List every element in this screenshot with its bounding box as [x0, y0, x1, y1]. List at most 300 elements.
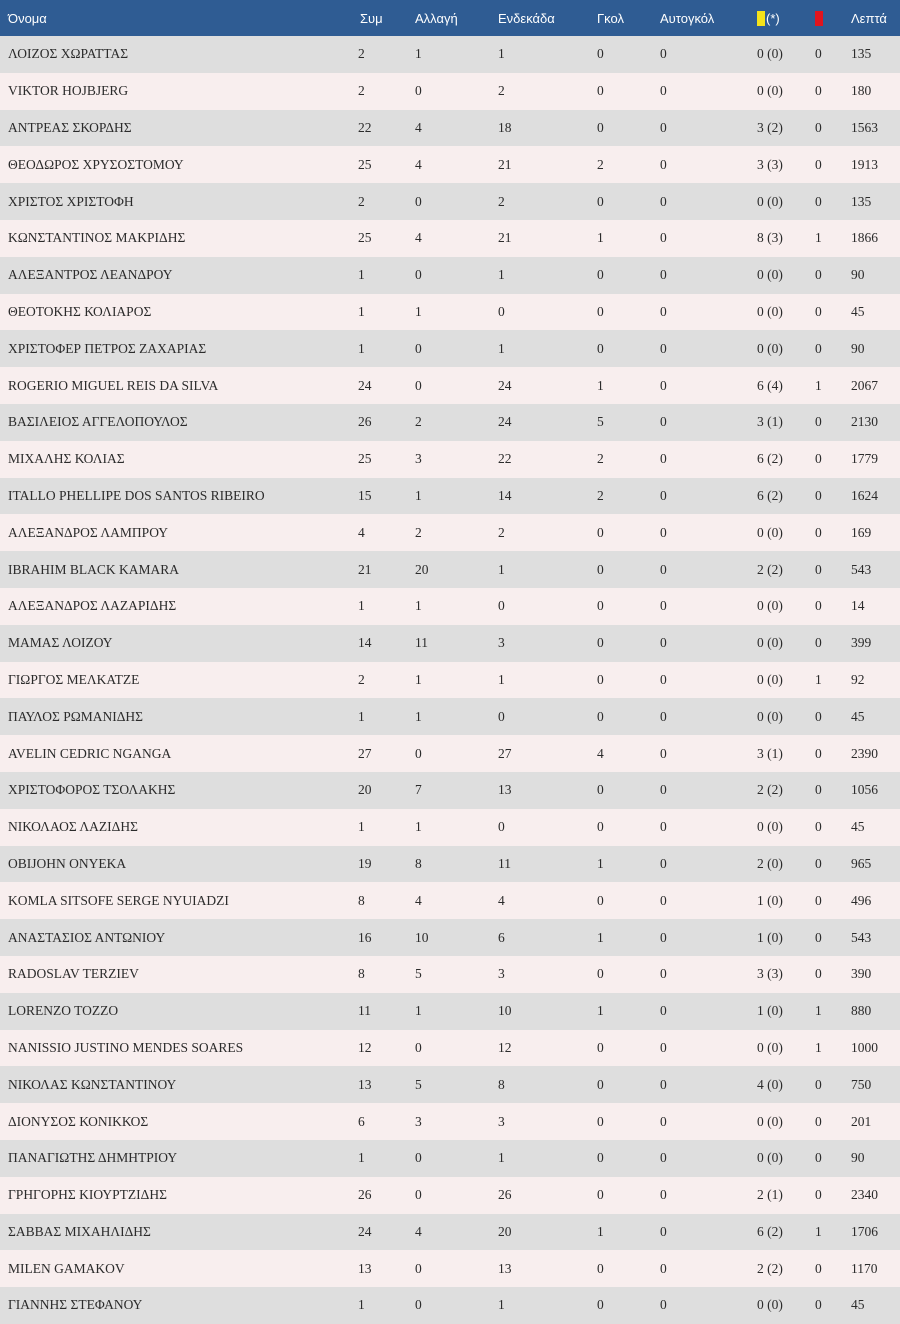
red-cards-cell: 1	[815, 377, 822, 393]
minutes-cell: 2340	[851, 1187, 878, 1203]
header-own-goals[interactable]: Αυτογκόλ	[660, 10, 715, 26]
player-name[interactable]: AVELIN CEDRIC NGANGA	[8, 745, 172, 761]
minutes-cell: 390	[851, 966, 872, 982]
starts-cell: 1	[498, 1297, 505, 1313]
sub-cell: 1	[415, 598, 422, 614]
table-row	[0, 1103, 900, 1140]
minutes-cell: 90	[851, 1150, 865, 1166]
sub-cell: 1	[415, 487, 422, 503]
table-row	[0, 919, 900, 956]
player-name[interactable]: IBRAHIM BLACK KAMARA	[8, 561, 180, 577]
yellow-cards-cell: 2 (0)	[757, 855, 783, 871]
goals-cell: 0	[597, 119, 604, 135]
minutes-cell: 90	[851, 340, 865, 356]
table-row	[0, 257, 900, 294]
table-row	[0, 588, 900, 625]
starts-cell: 21	[498, 230, 512, 246]
minutes-cell: 90	[851, 267, 865, 283]
goals-cell: 1	[597, 377, 604, 393]
starts-cell: 1	[498, 340, 505, 356]
starts-cell: 21	[498, 156, 512, 172]
header-starts[interactable]: Ενδεκάδα	[498, 10, 555, 26]
yellow-cards-cell: 0 (0)	[757, 524, 783, 540]
sub-cell: 5	[415, 966, 422, 982]
yellow-cards-cell: 8 (3)	[757, 230, 783, 246]
starts-cell: 18	[498, 119, 512, 135]
starts-cell: 0	[498, 303, 505, 319]
player-name[interactable]: ΠΑΝΑΓΙΩΤΗΣ ΔΗΜΗΤΡΙΟΥ	[8, 1150, 178, 1166]
table-row	[0, 846, 900, 883]
header-yellow-cards[interactable]	[757, 0, 815, 36]
yellow-cards-cell: 0 (0)	[757, 83, 783, 99]
goals-cell: 0	[597, 1150, 604, 1166]
player-name[interactable]: ΠΑΥΛΟΣ ΡΩΜΑΝΙΔΗΣ	[8, 708, 144, 724]
own-goals-cell: 0	[660, 524, 667, 540]
appearances-cell: 1	[358, 598, 365, 614]
player-name[interactable]: ΓΙΩΡΓΟΣ ΜΕΛΚΑΤΖΕ	[8, 671, 140, 687]
player-name[interactable]: ITALLO PHELLIPE DOS SANTOS RIBEIRO	[8, 487, 265, 503]
player-name[interactable]: OBIJOHN ΟΝΥΕΚΑ	[8, 855, 127, 871]
sub-cell: 1	[415, 708, 422, 724]
goals-cell: 0	[597, 561, 604, 577]
minutes-cell: 14	[851, 598, 865, 614]
own-goals-cell: 0	[660, 929, 667, 945]
sub-cell: 2	[415, 414, 422, 430]
player-name[interactable]: ΑΛΕΞΑΝΤΡΟΣ ΛΕΑΝΔΡΟΥ	[8, 267, 173, 283]
minutes-cell: 1866	[851, 230, 878, 246]
sub-cell: 3	[415, 1113, 422, 1129]
red-cards-cell: 0	[815, 119, 822, 135]
goals-cell: 2	[597, 487, 604, 503]
table-row	[0, 882, 900, 919]
player-name[interactable]: ΛΟΙΖΟΣ ΧΩΡΑΤΤΑΣ	[8, 46, 129, 62]
appearances-cell: 1	[358, 267, 365, 283]
own-goals-cell: 0	[660, 892, 667, 908]
red-cards-cell: 0	[815, 303, 822, 319]
goals-cell: 0	[597, 782, 604, 798]
red-cards-cell: 0	[815, 635, 822, 651]
table-row	[0, 809, 900, 846]
minutes-cell: 543	[851, 929, 872, 945]
yellow-cards-cell: 6 (2)	[757, 1223, 783, 1239]
own-goals-cell: 0	[660, 966, 667, 982]
player-name[interactable]: ΜΑΜΑΣ ΛΟΙΖΟΥ	[8, 635, 113, 651]
starts-cell: 24	[498, 414, 512, 430]
starts-cell: 13	[498, 1260, 512, 1276]
player-name[interactable]: ΧΡΙΣΤΟΦΟΡΟΣ ΤΣΟΛΑΚΗΣ	[8, 782, 176, 798]
sub-cell: 0	[415, 83, 422, 99]
red-cards-cell: 0	[815, 745, 822, 761]
player-name[interactable]: ΑΝΤΡΕΑΣ ΣΚΟΡΔΗΣ	[8, 119, 132, 135]
red-cards-cell: 1	[815, 1003, 822, 1019]
appearances-cell: 1	[358, 1150, 365, 1166]
appearances-cell: 14	[358, 635, 372, 651]
red-cards-cell: 0	[815, 892, 822, 908]
goals-cell: 0	[597, 1113, 604, 1129]
appearances-cell: 16	[358, 929, 372, 945]
sub-cell: 0	[415, 1039, 422, 1055]
appearances-cell: 20	[358, 782, 372, 798]
goals-cell: 1	[597, 855, 604, 871]
red-cards-cell: 0	[815, 855, 822, 871]
yellow-cards-cell: 1 (0)	[757, 892, 783, 908]
appearances-cell: 1	[358, 1297, 365, 1313]
table-row	[0, 551, 900, 588]
header-sub[interactable]: Αλλαγή	[415, 10, 458, 26]
player-name[interactable]: ΑΝΑΣΤΑΣΙΟΣ ΑΝΤΩΝΙΟΥ	[8, 929, 166, 945]
own-goals-cell: 0	[660, 46, 667, 62]
sub-cell: 2	[415, 524, 422, 540]
starts-cell: 26	[498, 1187, 512, 1203]
player-name[interactable]: RADOSLAV TERZIEV	[8, 966, 139, 982]
starts-cell: 1	[498, 46, 505, 62]
table-row	[0, 183, 900, 220]
own-goals-cell: 0	[660, 1260, 667, 1276]
header-name[interactable]: Όνομα	[8, 10, 47, 26]
goals-cell: 0	[597, 340, 604, 356]
appearances-cell: 8	[358, 966, 365, 982]
player-name[interactable]: ΔΙΟΝΥΣΟΣ ΚΟΝΙΚΚΟΣ	[8, 1113, 149, 1129]
appearances-cell: 2	[358, 671, 365, 687]
own-goals-cell: 0	[660, 1223, 667, 1239]
red-cards-cell: 0	[815, 193, 822, 209]
own-goals-cell: 0	[660, 414, 667, 430]
yellow-cards-cell: 0 (0)	[757, 1113, 783, 1129]
player-name[interactable]: ΒΑΣΙΛΕΙΟΣ ΑΓΓΕΛΟΠΟΥΛΟΣ	[8, 414, 188, 430]
goals-cell: 0	[597, 1076, 604, 1092]
starts-cell: 6	[498, 929, 505, 945]
minutes-cell: 496	[851, 892, 872, 908]
yellow-cards-cell: 0 (0)	[757, 267, 783, 283]
starts-cell: 3	[498, 966, 505, 982]
yellow-cards-cell: 0 (0)	[757, 598, 783, 614]
yellow-cards-cell: 3 (3)	[757, 966, 783, 982]
player-name[interactable]: ΜΙΧΑΛΗΣ ΚΟΛΙΑΣ	[8, 451, 125, 467]
appearances-cell: 25	[358, 230, 372, 246]
yellow-cards-cell: 0 (0)	[757, 708, 783, 724]
red-cards-cell: 0	[815, 1187, 822, 1203]
appearances-cell: 1	[358, 819, 365, 835]
sub-cell: 1	[415, 303, 422, 319]
minutes-cell: 1563	[851, 119, 878, 135]
appearances-cell: 2	[358, 193, 365, 209]
starts-cell: 24	[498, 377, 512, 393]
player-name[interactable]: ΧΡΙΣΤΟΦΕΡ ΠΕΤΡΟΣ ΖΑΧΑΡΙΑΣ	[8, 340, 207, 356]
goals-cell: 0	[597, 303, 604, 319]
red-cards-cell: 1	[815, 230, 822, 246]
table-row	[0, 1214, 900, 1251]
yellow-cards-cell: 0 (0)	[757, 193, 783, 209]
table-row	[0, 625, 900, 662]
own-goals-cell: 0	[660, 782, 667, 798]
goals-cell: 4	[597, 745, 604, 761]
own-goals-cell: 0	[660, 340, 667, 356]
appearances-cell: 24	[358, 1223, 372, 1239]
yellow-cards-cell: 3 (3)	[757, 156, 783, 172]
goals-cell: 0	[597, 892, 604, 908]
yellow-cards-cell: 0 (0)	[757, 819, 783, 835]
sub-cell: 4	[415, 119, 422, 135]
minutes-cell: 965	[851, 855, 872, 871]
player-name[interactable]: NANISSIO JUSTINO MENDES SOARES	[8, 1039, 244, 1055]
header-appearances[interactable]: Συμ	[360, 10, 383, 26]
sub-cell: 1	[415, 1003, 422, 1019]
yellow-cards-cell: 2 (2)	[757, 1260, 783, 1276]
table-body	[0, 36, 900, 1324]
header-red-cards[interactable]	[815, 0, 851, 36]
own-goals-cell: 0	[660, 487, 667, 503]
player-name[interactable]: ΚΩΝΣΤΑΝΤΙΝΟΣ ΜΑΚΡΙΔΗΣ	[8, 230, 186, 246]
minutes-cell: 45	[851, 1297, 865, 1313]
red-cards-cell: 0	[815, 524, 822, 540]
sub-cell: 0	[415, 1150, 422, 1166]
red-cards-cell: 0	[815, 414, 822, 430]
minutes-cell: 1170	[851, 1260, 878, 1276]
own-goals-cell: 0	[660, 193, 667, 209]
minutes-cell: 2390	[851, 745, 878, 761]
yellow-cards-cell: 0 (0)	[757, 635, 783, 651]
goals-cell: 1	[597, 929, 604, 945]
red-cards-cell: 1	[815, 671, 822, 687]
minutes-cell: 45	[851, 303, 865, 319]
table-row	[0, 146, 900, 183]
player-name[interactable]: ROGERIO MIGUEL REIS DA SILVA	[8, 377, 219, 393]
sub-cell: 4	[415, 1223, 422, 1239]
red-cards-cell: 0	[815, 819, 822, 835]
appearances-cell: 2	[358, 83, 365, 99]
yellow-cards-cell: 0 (0)	[757, 1150, 783, 1166]
minutes-cell: 750	[851, 1076, 872, 1092]
player-name[interactable]: ΑΛΕΞΑΝΔΡΟΣ ΛΑΜΠΡΟΥ	[8, 524, 169, 540]
own-goals-cell: 0	[660, 267, 667, 283]
sub-cell: 4	[415, 156, 422, 172]
red-cards-cell: 0	[815, 929, 822, 945]
appearances-cell: 1	[358, 708, 365, 724]
sub-cell: 7	[415, 782, 422, 798]
starts-cell: 8	[498, 1076, 505, 1092]
red-cards-cell: 0	[815, 1150, 822, 1166]
goals-cell: 0	[597, 524, 604, 540]
appearances-cell: 6	[358, 1113, 365, 1129]
sub-cell: 0	[415, 340, 422, 356]
sub-cell: 20	[415, 561, 429, 577]
minutes-cell: 135	[851, 193, 872, 209]
own-goals-cell: 0	[660, 119, 667, 135]
starts-cell: 2	[498, 83, 505, 99]
goals-cell: 0	[597, 1260, 604, 1276]
red-cards-cell: 0	[815, 1076, 822, 1092]
sub-cell: 4	[415, 230, 422, 246]
starts-cell: 3	[498, 1113, 505, 1129]
player-name[interactable]: ΓΡΗΓΟΡΗΣ ΚΙΟΥΡΤΖΙΔΗΣ	[8, 1187, 167, 1203]
starts-cell: 2	[498, 193, 505, 209]
appearances-cell: 13	[358, 1260, 372, 1276]
table-row	[0, 1066, 900, 1103]
starts-cell: 3	[498, 635, 505, 651]
appearances-cell: 27	[358, 745, 372, 761]
own-goals-cell: 0	[660, 671, 667, 687]
appearances-cell: 12	[358, 1039, 372, 1055]
player-name[interactable]: KOMLA SITSOFE SERGE NYUIADZI	[8, 892, 229, 908]
goals-cell: 1	[597, 1223, 604, 1239]
appearances-cell: 2	[358, 46, 365, 62]
player-name[interactable]: LORENZO TOZZO	[8, 1003, 119, 1019]
sub-cell: 11	[415, 635, 428, 651]
player-name[interactable]: ΓΙΑΝΝΗΣ ΣΤΕΦΑΝΟΥ	[8, 1297, 143, 1313]
sub-cell: 1	[415, 671, 422, 687]
minutes-cell: 45	[851, 819, 865, 835]
red-cards-cell: 0	[815, 1297, 822, 1313]
player-name[interactable]: VIKTOR HOJBJERG	[8, 83, 129, 99]
own-goals-cell: 0	[660, 1297, 667, 1313]
red-cards-cell: 0	[815, 83, 822, 99]
red-cards-cell: 1	[815, 1223, 822, 1239]
appearances-cell: 19	[358, 855, 372, 871]
table-row	[0, 478, 900, 515]
appearances-cell: 11	[358, 1003, 371, 1019]
appearances-cell: 24	[358, 377, 372, 393]
own-goals-cell: 0	[660, 451, 667, 467]
player-name[interactable]: ΧΡΙΣΤΟΣ ΧΡΙΣΤΟΦΗ	[8, 193, 134, 209]
red-cards-cell: 0	[815, 966, 822, 982]
appearances-cell: 25	[358, 451, 372, 467]
goals-cell: 0	[597, 46, 604, 62]
sub-cell: 0	[415, 745, 422, 761]
appearances-cell: 1	[358, 303, 365, 319]
yellow-cards-cell: 0 (0)	[757, 1039, 783, 1055]
appearances-cell: 1	[358, 340, 365, 356]
goals-cell: 2	[597, 156, 604, 172]
table-row	[0, 1140, 900, 1177]
goals-cell: 0	[597, 966, 604, 982]
yellow-cards-cell: 3 (1)	[757, 745, 783, 761]
yellow-cards-cell: 0 (0)	[757, 303, 783, 319]
minutes-cell: 1624	[851, 487, 878, 503]
sub-cell: 5	[415, 1076, 422, 1092]
yellow-cards-cell: 1 (0)	[757, 1003, 783, 1019]
header-goals[interactable]: Γκολ	[597, 10, 624, 26]
header-row	[0, 0, 900, 36]
own-goals-cell: 0	[660, 1113, 667, 1129]
goals-cell: 0	[597, 708, 604, 724]
appearances-cell: 25	[358, 156, 372, 172]
minutes-cell: 2067	[851, 377, 878, 393]
own-goals-cell: 0	[660, 708, 667, 724]
starts-cell: 1	[498, 671, 505, 687]
goals-cell: 0	[597, 1297, 604, 1313]
sub-cell: 0	[415, 193, 422, 209]
minutes-cell: 45	[851, 708, 865, 724]
minutes-cell: 1913	[851, 156, 878, 172]
table-row	[0, 514, 900, 551]
sub-cell: 1	[415, 46, 422, 62]
own-goals-cell: 0	[660, 83, 667, 99]
red-cards-cell: 0	[815, 46, 822, 62]
goals-cell: 0	[597, 83, 604, 99]
yellow-cards-cell: 2 (2)	[757, 782, 783, 798]
red-cards-cell: 0	[815, 451, 822, 467]
yellow-card-icon	[757, 11, 765, 26]
header-yellow-label: (*)	[766, 10, 780, 26]
own-goals-cell: 0	[660, 156, 667, 172]
player-name[interactable]: ΝΙΚΟΛΑΣ ΚΩΝΣΤΑΝΤΙΝΟΥ	[8, 1076, 177, 1092]
appearances-cell: 4	[358, 524, 365, 540]
own-goals-cell: 0	[660, 1150, 667, 1166]
yellow-cards-cell: 6 (2)	[757, 451, 783, 467]
yellow-cards-cell: 2 (1)	[757, 1187, 783, 1203]
minutes-cell: 92	[851, 671, 865, 687]
goals-cell: 2	[597, 451, 604, 467]
yellow-cards-cell: 0 (0)	[757, 671, 783, 687]
minutes-cell: 135	[851, 46, 872, 62]
table-row	[0, 662, 900, 699]
starts-cell: 4	[498, 892, 505, 908]
player-name[interactable]: ΑΛΕΞΑΝΔΡΟΣ ΛΑΖΑΡΙΔΗΣ	[8, 598, 177, 614]
yellow-cards-cell: 6 (4)	[757, 377, 783, 393]
sub-cell: 0	[415, 377, 422, 393]
table-row	[0, 1177, 900, 1214]
own-goals-cell: 0	[660, 1039, 667, 1055]
own-goals-cell: 0	[660, 1003, 667, 1019]
appearances-cell: 15	[358, 487, 372, 503]
table-row	[0, 1250, 900, 1287]
starts-cell: 14	[498, 487, 512, 503]
yellow-cards-cell: 4 (0)	[757, 1076, 783, 1092]
player-name[interactable]: ΘΕΟΤΟΚΗΣ ΚΟΛΙΑΡΟΣ	[8, 303, 152, 319]
sub-cell: 0	[415, 1260, 422, 1276]
yellow-cards-cell: 6 (2)	[757, 487, 783, 503]
sub-cell: 8	[415, 855, 422, 871]
yellow-cards-cell: 0 (0)	[757, 46, 783, 62]
starts-cell: 0	[498, 598, 505, 614]
header-minutes[interactable]: Λεπτά	[851, 10, 887, 26]
sub-cell: 0	[415, 1187, 422, 1203]
table-row	[0, 73, 900, 110]
starts-cell: 1	[498, 1150, 505, 1166]
player-name[interactable]: ΣΑΒΒΑΣ ΜΙΧΑΗΛΙΔΗΣ	[8, 1223, 151, 1239]
goals-cell: 0	[597, 598, 604, 614]
yellow-cards-cell: 1 (0)	[757, 929, 783, 945]
red-cards-cell: 0	[815, 782, 822, 798]
own-goals-cell: 0	[660, 819, 667, 835]
starts-cell: 1	[498, 561, 505, 577]
goals-cell: 0	[597, 267, 604, 283]
own-goals-cell: 0	[660, 303, 667, 319]
goals-cell: 1	[597, 1003, 604, 1019]
goals-cell: 0	[597, 819, 604, 835]
yellow-cards-cell: 0 (0)	[757, 1297, 783, 1313]
player-name[interactable]: ΝΙΚΟΛΑΟΣ ΛΑΖΙΔΗΣ	[8, 819, 138, 835]
player-name[interactable]: MILEN GAMAKOV	[8, 1260, 125, 1276]
starts-cell: 2	[498, 524, 505, 540]
minutes-cell: 2130	[851, 414, 878, 430]
starts-cell: 13	[498, 782, 512, 798]
goals-cell: 0	[597, 635, 604, 651]
minutes-cell: 180	[851, 83, 872, 99]
table-row	[0, 110, 900, 147]
table-row	[0, 36, 900, 73]
own-goals-cell: 0	[660, 598, 667, 614]
goals-cell: 0	[597, 1039, 604, 1055]
player-name[interactable]: ΘΕΟΔΩΡΟΣ ΧΡΥΣΟΣΤΟΜΟΥ	[8, 156, 184, 172]
yellow-cards-cell: 3 (2)	[757, 119, 783, 135]
own-goals-cell: 0	[660, 1187, 667, 1203]
goals-cell: 5	[597, 414, 604, 430]
minutes-cell: 1000	[851, 1039, 878, 1055]
table-row	[0, 1287, 900, 1324]
appearances-cell: 26	[358, 1187, 372, 1203]
sub-cell: 4	[415, 892, 422, 908]
